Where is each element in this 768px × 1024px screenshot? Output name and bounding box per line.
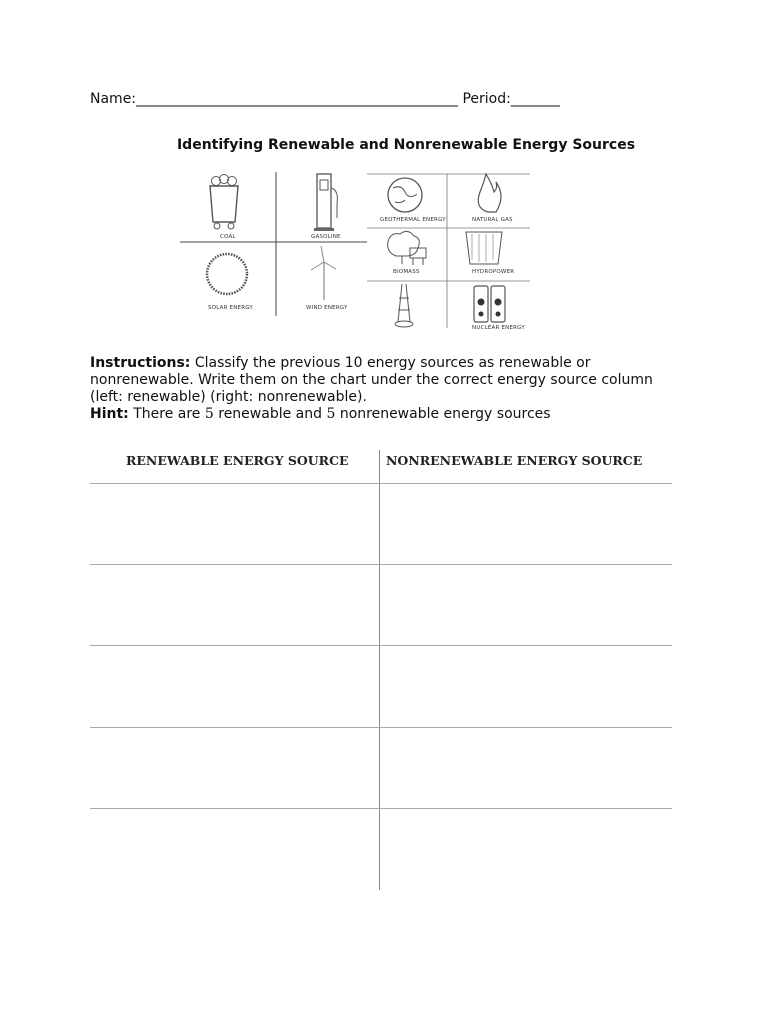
hint-renewable-count: 5 (204, 406, 214, 422)
energy-caption-wind-energy: WIND ENERGY (306, 305, 348, 311)
cow-tree-icon (388, 231, 426, 265)
renewable-cell[interactable] (90, 646, 379, 726)
energy-caption-coal: COAL (220, 234, 236, 240)
gas-pump-icon (314, 174, 337, 231)
energy-caption-biomass: BIOMASS (393, 269, 420, 275)
nonrenewable-cell[interactable] (381, 728, 670, 808)
wind-turbine-icon (311, 246, 336, 300)
nonrenewable-column-header: NONRENEWABLE ENERGY SOURCE (386, 453, 643, 468)
instructions-line-1 (90, 355, 690, 372)
energy-caption-nuclear-energy: NUCLEAR ENERGY (472, 325, 525, 330)
energy-caption-solar-energy: SOLAR ENERGY (208, 305, 253, 311)
classification-table (90, 448, 672, 890)
hint-line (90, 406, 690, 423)
coal-cart-icon (210, 175, 238, 230)
oil-derrick-icon (395, 284, 413, 327)
flame-icon (478, 174, 501, 212)
renewable-cell[interactable] (90, 484, 379, 564)
renewable-column-header: RENEWABLE ENERGY SOURCE (126, 453, 349, 468)
period-blank[interactable]: _______ (510, 91, 560, 107)
waterfall-icon (466, 232, 502, 264)
name-blank[interactable]: ______________________________________________ (136, 91, 459, 107)
renewable-cell[interactable] (90, 728, 379, 808)
energy-caption-natural-gas: NATURAL GAS (472, 217, 513, 223)
energy-caption-geothermal-energy: GEOTHERMAL ENERGY (380, 217, 446, 223)
name-label: Name: (90, 91, 137, 107)
instructions-label: Instructions: (90, 355, 191, 371)
nonrenewable-cell[interactable] (381, 484, 670, 564)
energy-caption-hydropower: HYDROPOWER (472, 269, 515, 275)
nonrenewable-cell[interactable] (381, 809, 670, 889)
energy-sources-illustration (180, 168, 532, 330)
nonrenewable-cell[interactable] (381, 565, 670, 645)
hint-label: Hint: (90, 406, 129, 422)
renewable-cell[interactable] (90, 809, 379, 889)
hint-nonrenewable-count: 5 (326, 406, 336, 422)
renewable-cell[interactable] (90, 565, 379, 645)
hint-pre: There are (128, 406, 205, 422)
worksheet-title: Identifying Renewable and Nonrenewable Energy Sources (176, 137, 636, 153)
hint-mid: renewable and (213, 406, 327, 422)
instructions-line-3: (left: renewable) (right: nonrenewable). (90, 389, 367, 405)
hint-post: nonrenewable energy sources (335, 406, 551, 422)
instructions-block (90, 355, 690, 423)
nuclear-barrels-icon (474, 286, 505, 322)
nonrenewable-cell[interactable] (381, 646, 670, 726)
sun-icon (207, 254, 247, 294)
globe-icon (388, 178, 422, 212)
instructions-text-1: Classify the previous 10 energy sources as renewable or (190, 355, 591, 371)
column-divider (379, 450, 380, 890)
instructions-line-2: nonrenewable. Write them on the chart under the correct energy source column (90, 372, 653, 388)
period-label: Period: (462, 91, 511, 107)
name-period-line (90, 91, 560, 107)
energy-caption-gasoline: GASOLINE (311, 234, 341, 240)
